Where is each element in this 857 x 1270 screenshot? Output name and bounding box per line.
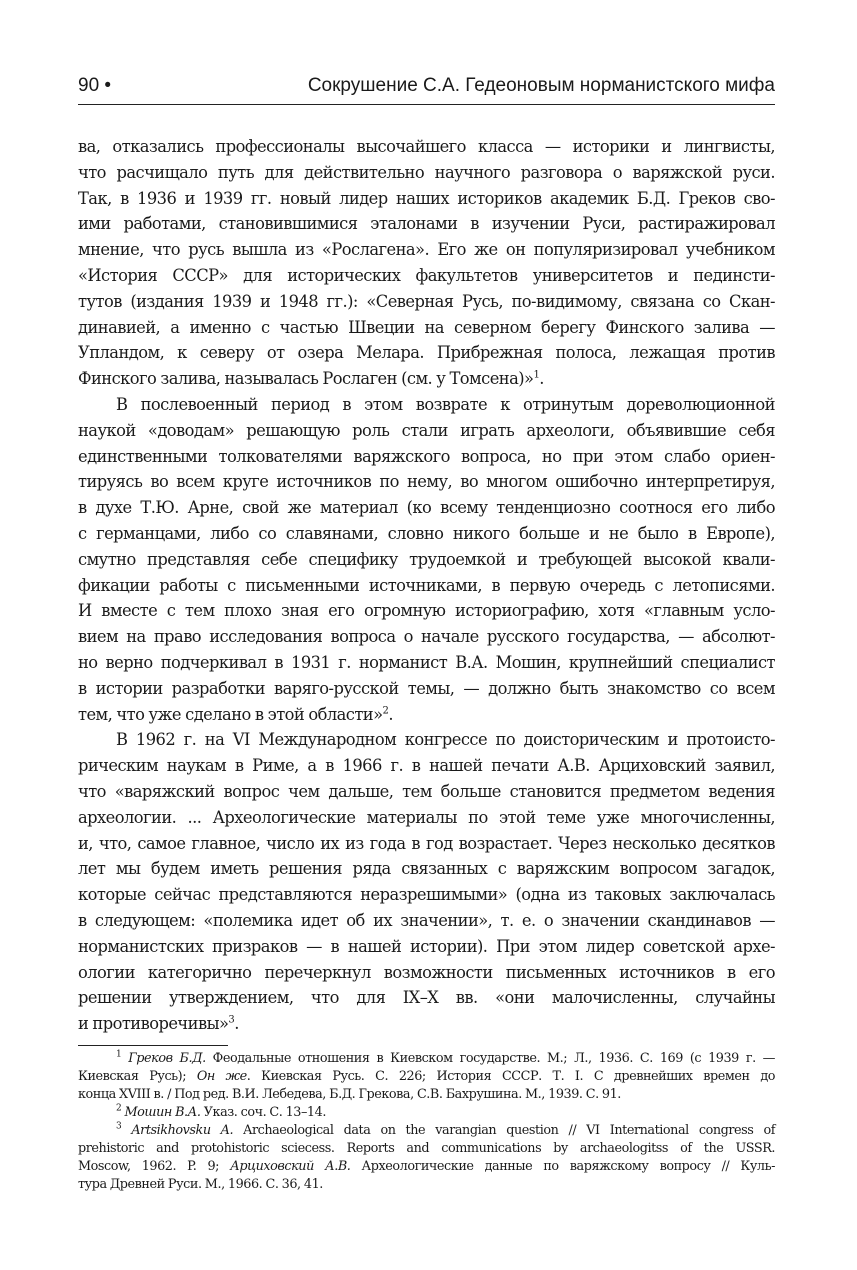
text-line: лет мы будем иметь решения ряда связанных с варяжским вопросом загадок, [78, 859, 775, 879]
text-line [78, 366, 775, 392]
text-line: в истории разработки варяго-русской темы, — должно быть знакомство со всем [78, 678, 775, 698]
footnote-text: Археологические данные по варяжскому вопросу // Куль- [350, 1159, 775, 1174]
author-name: Греков Б.Д. [128, 1051, 206, 1066]
footnotes [78, 1050, 775, 1194]
footnote-3-line [78, 1158, 775, 1176]
text-line: И вместе с тем плохо зная его огромную историографию, хотя «главным усло- [78, 601, 775, 621]
punctuation: . [539, 369, 544, 389]
footnote-1 [78, 1050, 775, 1068]
text-line: в духе Т.Ю. Арне, свой же материал (ко всему тенденциозно соотнося его либо [78, 498, 775, 518]
footnote-text: Указ. соч. С. 13–14. [200, 1105, 326, 1120]
text-line [78, 1011, 775, 1037]
punctuation: . [388, 704, 393, 724]
text-line-content: Финского залива, называлась Рослаген (см. у Томсена)» [78, 369, 534, 389]
text-line: Упландом, к северу от озера Мелара. Прибрежная полоса, лежащая против [78, 343, 775, 363]
text-line: решении утверждением, что для IX–X вв. «они малочисленны, случайны [78, 988, 775, 1008]
text-line: наукой «доводам» решающую роль стали играть археологи, объявившие себя [78, 420, 775, 440]
text-line: фикации работы с письменными источниками, в первую очередь с летописями. [78, 575, 775, 595]
footnote-3-line: тура Древней Руси. М., 1966. С. 36, 41. [78, 1177, 323, 1192]
footnote-3-line: prehistoric and protohistoric sciecess. Reports and communications by archaeologitss of the USSR. [78, 1141, 775, 1156]
running-title: Сокрушение С.А. Гедеоновым норманистского мифа [307, 75, 775, 96]
footnote-text: Киевская Русь); [78, 1069, 197, 1084]
text-line: рическим наукам в Риме, а в 1966 г. в нашей печати А.В. Арциховский заявил, [78, 756, 775, 776]
footnote-2 [78, 1104, 775, 1122]
footnote-ref-3[interactable]: 3 [228, 1014, 235, 1026]
running-header [78, 74, 775, 105]
footnote-ref-2[interactable]: 2 [382, 705, 389, 717]
author-name: Мошин В.А. [124, 1105, 201, 1120]
text-line: смутно представляя себе специфику трудоемкой и требующей высокой квали- [78, 549, 775, 569]
footnote-1-line [78, 1068, 775, 1086]
footnote-3 [78, 1122, 775, 1140]
author-name: Арциховский А.В. [230, 1159, 351, 1174]
footnote-text: Moscow, 1962. P. 9; [78, 1159, 231, 1174]
text-line: Так, в 1936 и 1939 гг. новый лидер наших историков академик Б.Д. Греков сво- [78, 188, 775, 208]
text-line: и, что, самое главное, число их из года в год возрастает. Через несколько десятков [78, 833, 775, 853]
text-line: тируясь во всем круге источников по нему, во многом ошибочно интерпретируя, [78, 472, 775, 492]
text-line: в следующем: «полемика идет об их значении», т. е. о значении скандинавов — [78, 910, 775, 930]
text-line [78, 702, 775, 728]
footnote-text: . Киевская Русь. С. 226; История СССР. Т. I. С древнейших времен до [246, 1069, 775, 1084]
punctuation: . [234, 1014, 239, 1034]
text-line: ологии категорично перечеркнул возможности письменных источников в его [78, 962, 775, 982]
author-name: Он же [196, 1069, 247, 1084]
footnote-separator [78, 1045, 228, 1046]
author-name: Artsikhovsku A. [131, 1123, 234, 1138]
text-line: что расчищало путь для действительно научного разговора о варяжской руси. [78, 162, 775, 182]
text-line: с германцами, либо со славянами, словно никого больше и не было в Европе), [78, 523, 775, 543]
footnote-mark: 1 [116, 1049, 122, 1060]
text-line: ими работами, становившимися эталонами в изучении Руси, растиражировал [78, 214, 775, 234]
footnote-mark: 3 [116, 1121, 122, 1132]
text-line: норманистских призраков — в нашей истории). При этом лидер советской архе- [78, 936, 775, 956]
text-line: вием на право исследования вопроса о начале русского государства, — абсолют- [78, 627, 775, 647]
footnote-ref-1[interactable]: 1 [533, 369, 540, 381]
text-line: археологии. ... Археологические материалы по этой теме уже многочисленны, [78, 807, 775, 827]
text-line: В послевоенный период в этом возврате к отринутым дореволюционной [116, 394, 775, 414]
text-line-content: и противоречивы» [78, 1014, 229, 1034]
text-line: единственными толкователями варяжского вопроса, но при этом слабо ориен- [78, 446, 775, 466]
footnote-text: Феодальные отношения в Киевском государстве. М.; Л., 1936. С. 169 (с 1939 г. — [205, 1051, 776, 1066]
text-line: мнение, что русь вышла из «Рослагена». Его же он популяризировал учебником [78, 240, 775, 260]
text-line: В 1962 г. на VI Международном конгрессе по доисторическим и протоисто- [116, 730, 775, 750]
page-number: 90 • [78, 75, 112, 96]
main-text [78, 134, 775, 1037]
text-line: «История СССР» для исторических факультетов университетов и пединсти- [78, 265, 775, 285]
text-line: которые сейчас представляются неразрешимыми» (одна из таковых заключалась [78, 885, 775, 905]
text-line: но верно подчеркивал в 1931 г. норманист В.А. Мошин, крупнейший специалист [78, 652, 775, 672]
text-line: динавией, а именно с частью Швеции на северном берегу Финского залива — [78, 317, 775, 337]
text-line: ва, отказались профессионалы высочайшего класса — историки и лингвисты, [78, 137, 775, 156]
text-line: что «варяжский вопрос чем дальше, тем больше становится предметом ведения [78, 781, 775, 801]
text-line-content: тем, что уже сделано в этой области» [78, 704, 383, 724]
footnote-1-line: конца XVIII в. / Под ред. В.И. Лебедева, Б.Д. Грекова, С.В. Бахрушина. М., 1939. С. 91. [78, 1087, 621, 1102]
footnote-mark: 2 [116, 1103, 122, 1114]
footnote-text: Archaeological data on the varangian question // VI International congress of [233, 1123, 775, 1138]
text-line: тутов (издания 1939 и 1948 гг.): «Северная Русь, по-видимому, связана со Скан- [78, 291, 775, 311]
